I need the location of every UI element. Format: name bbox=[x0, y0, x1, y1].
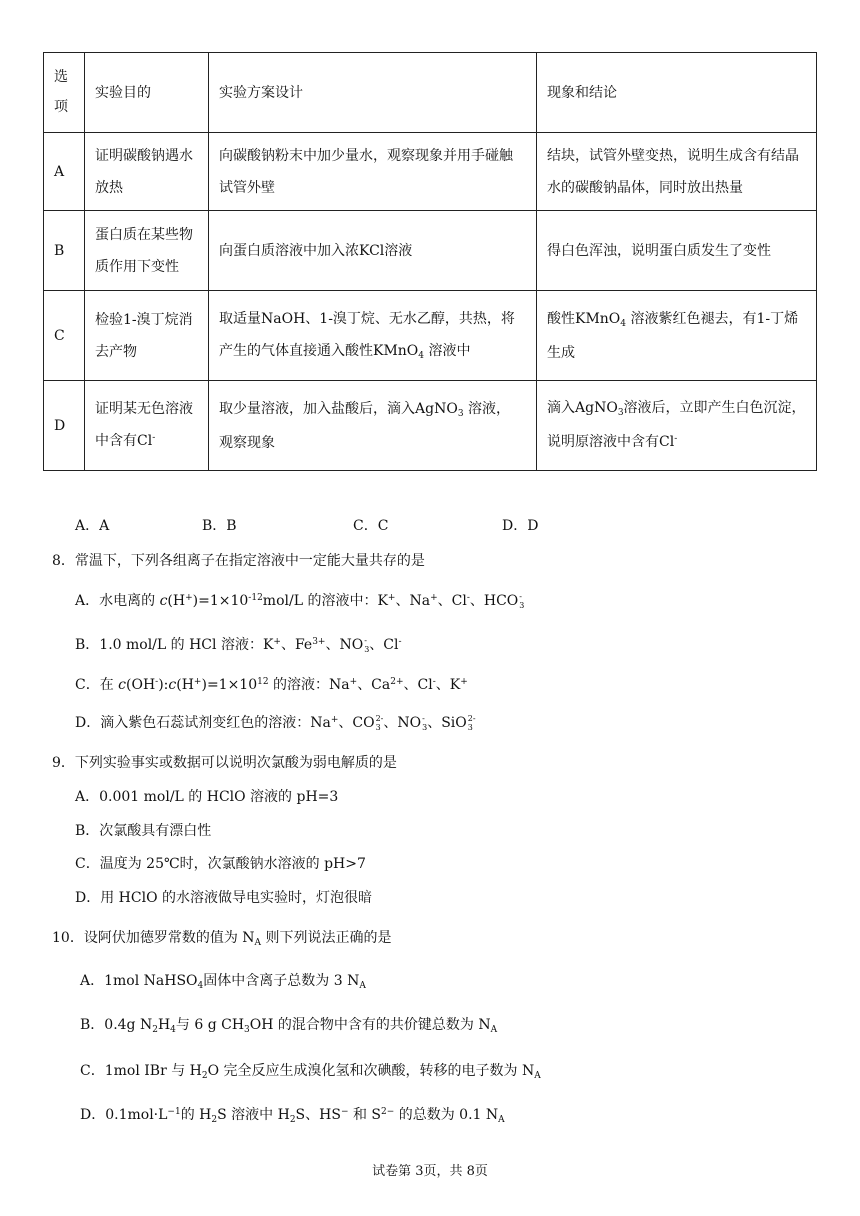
row-label: B bbox=[44, 211, 85, 291]
header-design: 实验方案设计 bbox=[209, 53, 537, 133]
q10-stem: 10．设阿伏加德罗常数的值为 $N_A$ 则下列说法正确的是 bbox=[52, 930, 392, 948]
table-row bbox=[44, 381, 817, 471]
header-conclusion: 现象和结论 bbox=[537, 53, 817, 133]
row-purpose: 证明某无色溶液 中含有Cl- bbox=[85, 381, 209, 471]
q9-stem: 9．下列实验事实或数据可以说明次氯酸为弱电解质的是 bbox=[52, 755, 397, 771]
row-purpose: 检验1-溴丁烷消去产物 bbox=[85, 291, 209, 381]
q10-option-b[interactable]: B．0.4g $N_2H_4$与 6 g $CH_3OH$ 的混合物中含有的共价键总数为 $N_A$ bbox=[80, 1017, 498, 1035]
row-label: D bbox=[44, 381, 85, 471]
row-design: 取适量NaOH、1-溴丁烷、无水乙醇，共热，将 产生的气体直接通入酸性KMnO$_4$ 溶液中 bbox=[209, 291, 537, 381]
design-line-2: 产生的气体直接通入酸性KMnO bbox=[219, 342, 419, 359]
row-design: 向碳酸钠粉末中加少量水，观察现象并用手碰触试管外壁 bbox=[209, 133, 537, 211]
q8-option-b[interactable]: B．1.0 mol/L 的 HCl 溶液：K+、$Fe^{3+}$、NO - 3 、Cl- bbox=[75, 636, 402, 654]
q9-option-d[interactable]: D．用 HClO 的水溶液做导电实验时，灯泡很暗 bbox=[75, 890, 372, 906]
row-design: 取少量溶液，加入盐酸后，滴入AgNO$_3$ 溶液， 观察现象 bbox=[209, 381, 537, 471]
row-conclusion: 得白色浑浊，说明蛋白质发生了变性 bbox=[537, 211, 817, 291]
experiment-table bbox=[43, 52, 817, 471]
q10-option-d[interactable]: D．$0.1mol\cdot L^{-1}$的 $H_2S$ 溶液中 $H_2S$、HS− 和 $S^{2-}$ 的总数为 0.1 $N_A$ bbox=[80, 1107, 505, 1125]
q7-option-a[interactable]: A．A bbox=[75, 518, 110, 534]
page-footer: 试卷第 3页，共 8页 bbox=[372, 1164, 488, 1179]
q10-option-a[interactable]: A．1mol NaHSO$_4$固体中含离子总数为 3 $N_A$ bbox=[80, 973, 366, 991]
table-header-row bbox=[44, 53, 817, 133]
row-conclusion: 结块，试管外壁变热，说明生成含有结晶水的碳酸钠晶体，同时放出热量 bbox=[537, 133, 817, 211]
row-label: C bbox=[44, 291, 85, 381]
q8-option-d[interactable]: D．滴入紫色石蕊试剂变红色的溶液：Na+、CO 2- 3 、NO - 3 、SiO 2- 3 bbox=[75, 714, 476, 732]
q9-option-c[interactable]: C．温度为 25℃时，次氯酸钠水溶液的 pH>7 bbox=[75, 856, 366, 872]
q7-option-c[interactable]: C．C bbox=[353, 518, 389, 534]
q9-option-b[interactable]: B．次氯酸具有漂白性 bbox=[75, 823, 212, 839]
header-purpose: 实验目的 bbox=[85, 53, 209, 133]
q7-options bbox=[75, 515, 538, 535]
q9-option-a[interactable]: A．0.001 mol/L 的 HClO 溶液的 pH=3 bbox=[75, 789, 339, 805]
q7-option-d[interactable]: D．D bbox=[502, 518, 539, 534]
q7-option-b[interactable]: B．B bbox=[202, 518, 237, 534]
table-row bbox=[44, 133, 817, 211]
q8-option-a[interactable]: A．水电离的 $c(H^+)=1\times 10^{-12}mol/L$ 的溶液中：K+、Na+、Cl-、HCO - 3 bbox=[75, 592, 525, 610]
q8-stem: 8．常温下，下列各组离子在指定溶液中一定能大量共存的是 bbox=[52, 553, 425, 569]
row-design: 向蛋白质溶液中加入浓KCl溶液 bbox=[209, 211, 537, 291]
table-row bbox=[44, 291, 817, 381]
q10-option-c[interactable]: C．1mol IBr 与 $H_2O$ 完全反应生成溴化氢和次碘酸，转移的电子数为 $N_A$ bbox=[80, 1063, 541, 1081]
q8-option-c[interactable]: C．在 $c(OH^-):c(H^+)=1\times 10^{12}$ 的溶液：Na+、$Ca^{2+}$、Cl-、K+ bbox=[75, 677, 468, 693]
row-conclusion: 滴入AgNO$_3$溶液后，立即产生白色沉淀， 说明原溶液中含有Cl- bbox=[537, 381, 817, 471]
header-option: 选项 bbox=[44, 53, 85, 133]
row-purpose: 蛋白质在某些物质作用下变性 bbox=[85, 211, 209, 291]
row-purpose: 证明碳酸钠遇水放热 bbox=[85, 133, 209, 211]
design-line-1: 取适量NaOH、1-溴丁烷、无水乙醇，共热，将 bbox=[219, 310, 515, 327]
row-label: A bbox=[44, 133, 85, 211]
row-conclusion: 酸性KMnO$_4$ 溶液紫红色褪去，有1-丁烯 生成 bbox=[537, 291, 817, 381]
table-row bbox=[44, 211, 817, 291]
